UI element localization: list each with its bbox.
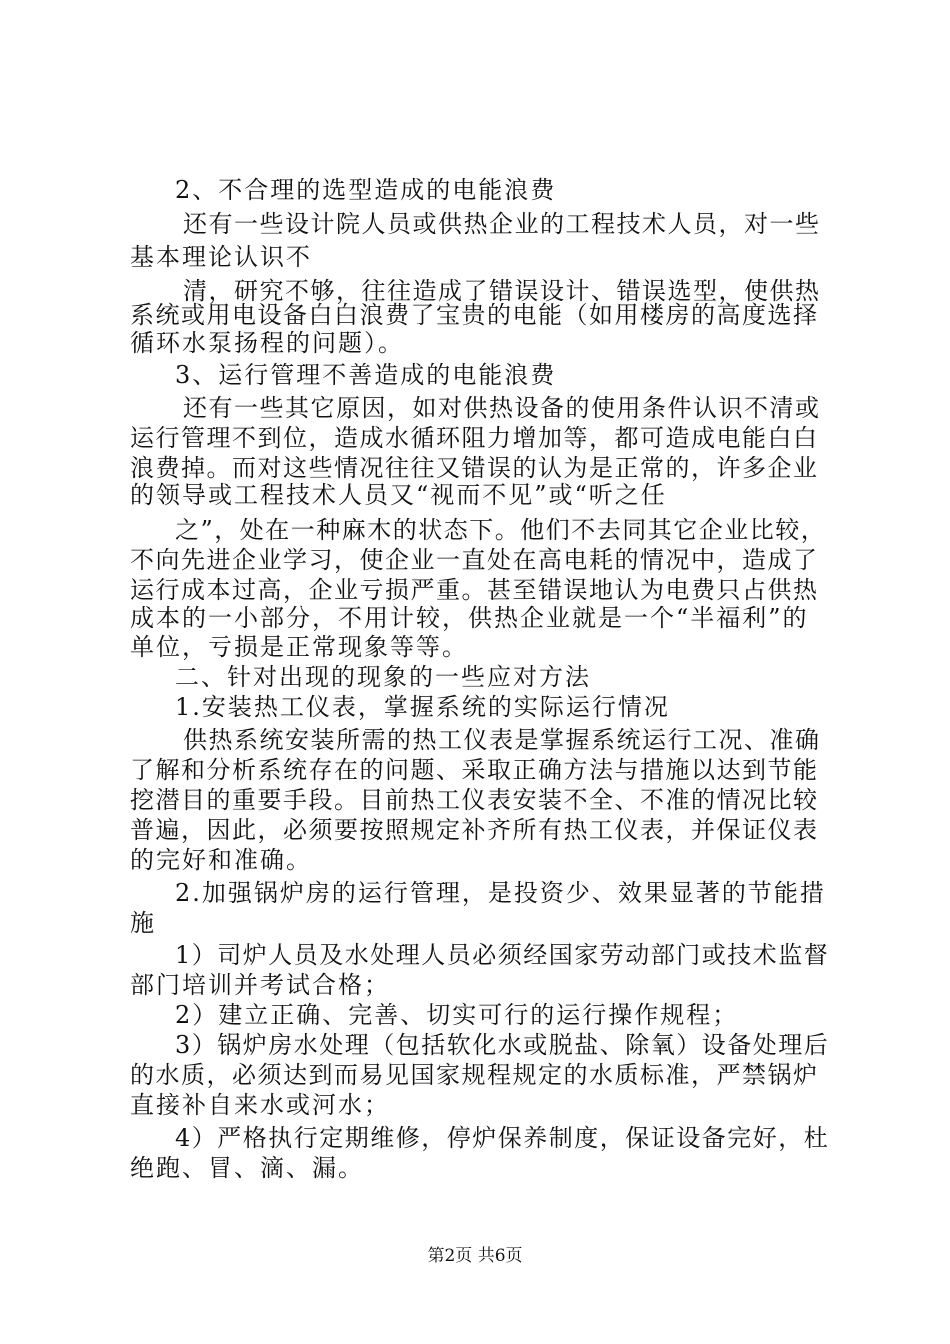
paragraph-line: 系统或用电设备白白浪费了宝贵的电能（如用楼房的高度选择 xyxy=(130,301,819,329)
list-item-continuation: 绝跑、冒、滴、漏。 xyxy=(130,1154,364,1182)
paragraph-line: 还有一些其它原因，如对供热设备的使用条件认识不清或 xyxy=(183,394,821,422)
paragraph-line: 的领导或工程技术人员又“视而不见”或“听之任 xyxy=(130,481,667,509)
list-item: 1）司炉人员及水处理人员必须经国家劳动部门或技术监督 xyxy=(175,941,830,969)
section-heading: 二、针对出现的现象的一些应对方法 xyxy=(175,663,591,691)
paragraph-line: 运行成本过高，企业亏损严重。甚至错误地认为电费只占供热 xyxy=(130,576,819,604)
paragraph-line: 之”，处在一种麻木的状态下。他们不去同其它企业比较， xyxy=(175,516,827,544)
paragraph-line: 供热系统安装所需的热工仪表是掌握系统运行工况、准确 xyxy=(183,726,821,754)
paragraph-line: 单位，亏损是正常现象等等。 xyxy=(130,633,468,661)
list-item: 2）建立正确、完善、切实可行的运行操作规程； xyxy=(175,1001,739,1029)
paragraph-line: 不向先进企业学习，使企业一直处在高电耗的情况中，造成了 xyxy=(130,546,819,574)
paragraph-line: 挖潜目的重要手段。目前热工仪表安装不全、不准的情况比较 xyxy=(130,786,819,814)
heading-3: 3、运行管理不善造成的电能浪费 xyxy=(175,361,557,389)
list-item-continuation: 的水质，必须达到而易见国家规程规定的水质标准，严禁锅炉 xyxy=(130,1061,819,1089)
paragraph-line: 循环水泵扬程的问题）。 xyxy=(130,329,404,357)
paragraph-line: 了解和分析系统存在的问题、采取正确方法与措施以达到节能 xyxy=(130,756,819,784)
paragraph-line: 成本的一小部分，不用计较，供热企业就是一个“半福利”的 xyxy=(130,604,809,632)
list-item-continuation: 部门培训并考试合格； xyxy=(130,971,390,999)
paragraph-line: 浪费掉。而对这些情况往往又错误的认为是正常的，许多企业 xyxy=(130,454,819,482)
heading-2: 2、不合理的选型造成的电能浪费 xyxy=(175,176,557,204)
paragraph-line: 清，研究不够，往往造成了错误设计、错误选型，使供热 xyxy=(183,277,821,305)
subheading-1: 1.安装热工仪表，掌握系统的实际运行情况 xyxy=(175,693,670,721)
subheading-2: 2.加强锅炉房的运行管理，是投资少、效果显著的节能措 xyxy=(175,879,826,907)
paragraph-line: 施 xyxy=(130,909,156,937)
list-item-continuation: 直接补自来水或河水； xyxy=(130,1091,390,1119)
paragraph-line: 还有一些设计院人员或供热企业的工程技术人员，对一些 xyxy=(183,210,821,238)
paragraph-line: 的完好和准确。 xyxy=(130,846,312,874)
page-footer: 第2页 共6页 xyxy=(427,1246,523,1266)
paragraph-line: 运行管理不到位，造成水循环阻力增加等，都可造成电能白白 xyxy=(130,424,819,452)
list-item: 3）锅炉房水处理（包括软化水或脱盐、除氧）设备处理后 xyxy=(175,1031,830,1059)
paragraph-line: 基本理论认识不 xyxy=(130,243,312,271)
list-item: 4）严格执行定期维修，停炉保养制度，保证设备完好，杜 xyxy=(175,1124,830,1152)
paragraph-line: 普遍，因此，必须要按照规定补齐所有热工仪表，并保证仪表 xyxy=(130,816,819,844)
